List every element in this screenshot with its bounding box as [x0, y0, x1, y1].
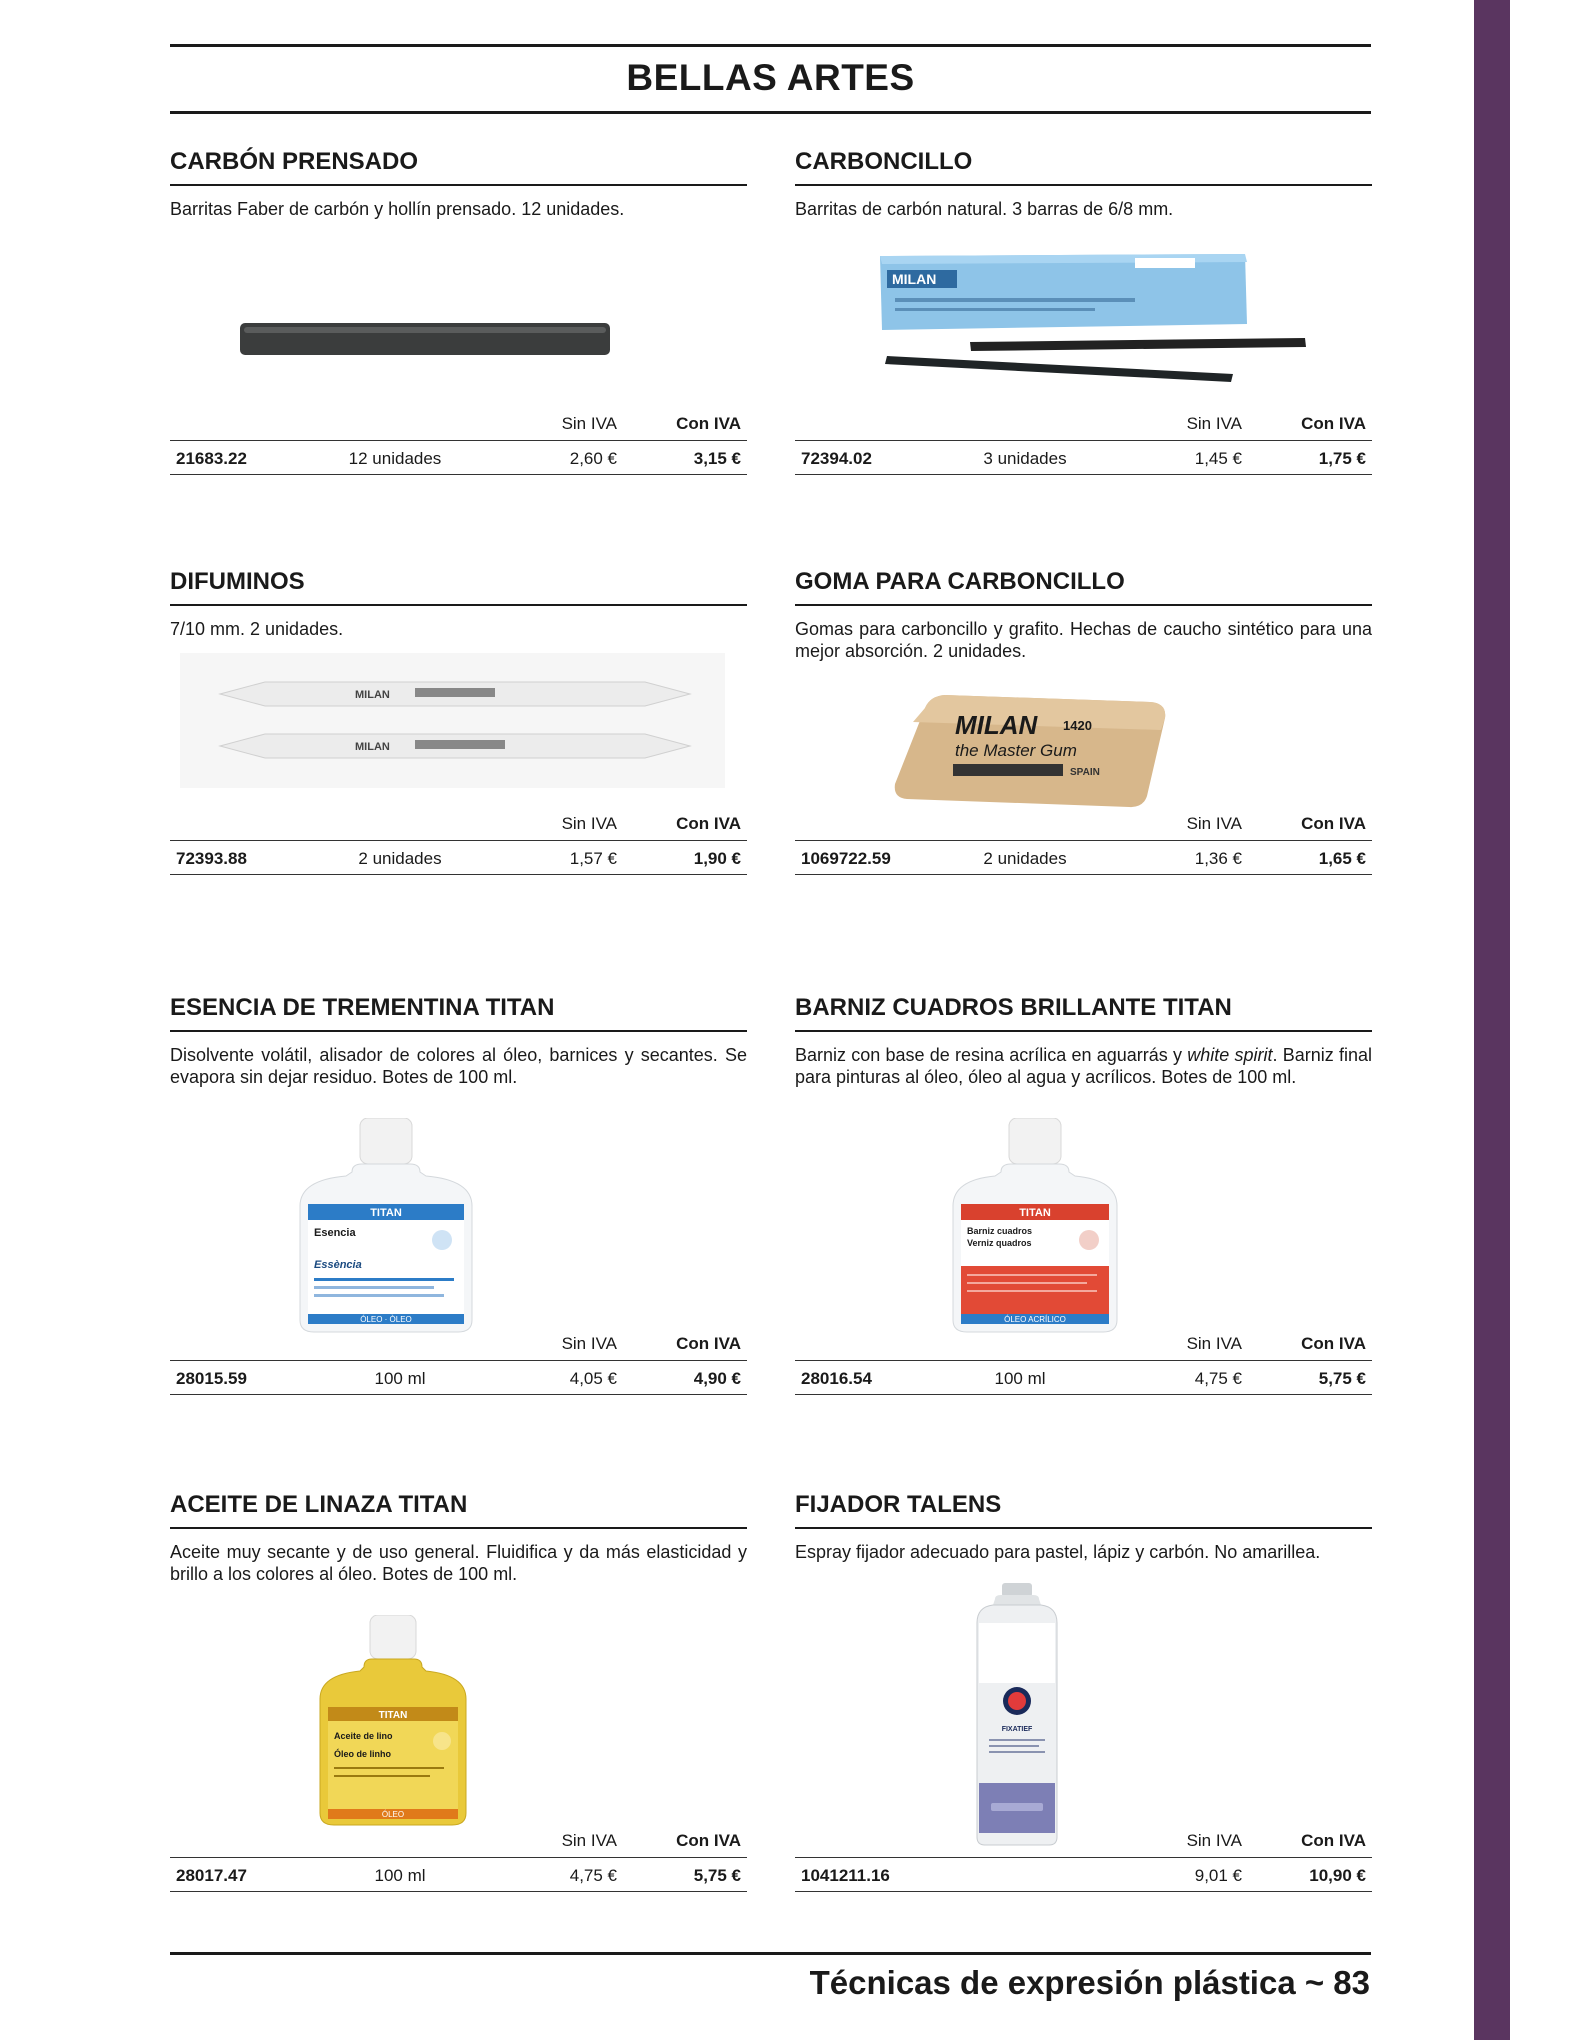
- product-esencia-trementina: [170, 994, 747, 1406]
- product-title: FIJADOR TALENS: [795, 1491, 1372, 1529]
- product-aceite-linaza: [170, 1491, 747, 1903]
- price-sin-iva: 9,01 €: [1194, 1866, 1242, 1885]
- eraser-icon: [795, 686, 1372, 819]
- spray-can-icon: [795, 1583, 1372, 1858]
- price-header-row: [170, 408, 747, 441]
- price-header-row: [795, 408, 1372, 441]
- price-row: [170, 441, 747, 475]
- label-name: Aceite de lino: [334, 1731, 393, 1741]
- price-sin-iva: 4,75 €: [569, 1866, 617, 1885]
- label-footer: ÓLEO · ÒLEO: [360, 1315, 412, 1324]
- price-row: [170, 1361, 747, 1395]
- product-description: 7/10 mm. 2 unidades.: [170, 619, 344, 639]
- product-difuminos: [170, 568, 747, 886]
- price-sin-iva: 1,57 €: [569, 849, 617, 868]
- price-con-iva: 1,75 €: [1318, 449, 1366, 468]
- label-name-alt: Óleo de linho: [334, 1749, 392, 1759]
- sin-iva-header: Sin IVA: [561, 414, 617, 433]
- page-header: [170, 44, 1371, 114]
- product-code: 28015.59: [176, 1369, 247, 1388]
- product-title: ACEITE DE LINAZA TITAN: [170, 1491, 747, 1529]
- price-header-row: [170, 1328, 747, 1361]
- product-title: CARBONCILLO: [795, 148, 1372, 186]
- price-row: [170, 841, 747, 875]
- bottle-icon: [795, 1118, 1372, 1343]
- product-code: 72393.88: [176, 849, 247, 868]
- product-fijador-talens: [795, 1491, 1372, 1903]
- sin-iva-header: Sin IVA: [561, 1334, 617, 1353]
- price-table: [795, 408, 1372, 475]
- price-table: [170, 1328, 747, 1395]
- price-table: [795, 1328, 1372, 1395]
- price-con-iva: 10,90 €: [1309, 1866, 1366, 1885]
- product-description: Disolvente volátil, alisador de colores al óleo, barnices y secantes. Se evapora sin dejar residuo. Botes de 100 ml.: [170, 1045, 747, 1087]
- product-title: ESENCIA DE TREMENTINA TITAN: [170, 994, 747, 1032]
- label-name: Esencia: [314, 1227, 356, 1239]
- product-title: CARBÓN PRENSADO: [170, 148, 747, 186]
- con-iva-header: Con IVA: [1301, 1831, 1366, 1850]
- product-code: 72394.02: [801, 449, 872, 468]
- label-footer: ÓLEO ACRÍLICO: [1004, 1315, 1066, 1324]
- sin-iva-header: Sin IVA: [561, 814, 617, 833]
- blending-stumps-icon: [170, 653, 747, 798]
- product-quantity: 2 unidades: [983, 849, 1067, 868]
- price-sin-iva: 4,75 €: [1194, 1369, 1242, 1388]
- price-table: [795, 1825, 1372, 1892]
- price-header-row: [170, 1825, 747, 1858]
- price-con-iva: 4,90 €: [693, 1369, 741, 1388]
- price-header-row: [795, 808, 1372, 841]
- product-quantity: 100 ml: [374, 1866, 426, 1885]
- price-sin-iva: 1,45 €: [1194, 449, 1242, 468]
- can-label: FIXATIEF: [1001, 1726, 1033, 1733]
- price-con-iva: 5,75 €: [693, 1866, 741, 1885]
- label-name-alt: Essència: [314, 1259, 362, 1271]
- product-carboncillo: [795, 148, 1372, 486]
- footer-rule: [170, 1952, 1371, 1955]
- price-header-row: [170, 808, 747, 841]
- page-title: BELLAS ARTES: [626, 57, 915, 98]
- price-header-row: [795, 1328, 1372, 1361]
- sin-iva-header: Sin IVA: [1186, 814, 1242, 833]
- product-description: Barritas Faber de carbón y hollín prensado. 12 unidades.: [170, 199, 625, 219]
- product-code: 1041211.16: [801, 1866, 890, 1885]
- con-iva-header: Con IVA: [676, 1334, 741, 1353]
- price-con-iva: 5,75 €: [1318, 1369, 1366, 1388]
- product-description: Gomas para carboncillo y grafito. Hechas de caucho sintético para una mejor absorción. 2 unidades.: [795, 619, 1372, 661]
- price-row: [795, 1858, 1372, 1892]
- side-color-bar: [1474, 0, 1510, 2040]
- price-con-iva: 3,15 €: [693, 449, 741, 468]
- price-row: [795, 1361, 1372, 1395]
- label-footer: ÓLEO: [381, 1810, 405, 1819]
- bottle-icon: [170, 1615, 747, 1840]
- product-description: Aceite muy secante y de uso general. Fluidifica y da más elasticidad y brillo a los colores al óleo. Botes de 100 ml.: [170, 1542, 747, 1584]
- product-title: BARNIZ CUADROS BRILLANTE TITAN: [795, 994, 1372, 1032]
- price-header-row: [795, 1825, 1372, 1858]
- product-carbon-prensado: [170, 148, 747, 486]
- product-description: Espray fijador adecuado para pastel, lápiz y carbón. No amarillea.: [795, 1542, 1321, 1562]
- product-title: DIFUMINOS: [170, 568, 747, 606]
- bottle-icon: [170, 1118, 747, 1343]
- sin-iva-header: Sin IVA: [1186, 1831, 1242, 1850]
- product-title: GOMA PARA CARBONCILLO: [795, 568, 1372, 606]
- price-row: [795, 841, 1372, 875]
- price-con-iva: 1,65 €: [1318, 849, 1366, 868]
- eraser-model: 1420: [1063, 718, 1092, 733]
- label-name: Barniz cuadros: [967, 1226, 1033, 1236]
- sin-iva-header: Sin IVA: [561, 1831, 617, 1850]
- label-brand: TITAN: [1019, 1207, 1051, 1219]
- product-description: Barniz con base de resina acrílica en aguarrás y white spirit. Barniz final para pinturas al óleo, óleo al agua y acrílicos. Botes de 100 ml.: [795, 1045, 1373, 1087]
- product-code: 1069722.59: [801, 849, 891, 868]
- product-barniz-cuadros: [795, 994, 1372, 1406]
- charcoal-box-icon: [795, 248, 1372, 403]
- price-sin-iva: 2,60 €: [569, 449, 617, 468]
- sin-iva-header: Sin IVA: [1186, 1334, 1242, 1353]
- stump-brand: MILAN: [355, 689, 390, 701]
- product-code: 28017.47: [176, 1866, 247, 1885]
- eraser-brand: MILAN: [955, 710, 1038, 740]
- con-iva-header: Con IVA: [676, 1831, 741, 1850]
- price-table: [170, 408, 747, 475]
- eraser-origin: SPAIN: [1070, 767, 1100, 778]
- price-sin-iva: 4,05 €: [569, 1369, 617, 1388]
- con-iva-header: Con IVA: [676, 814, 741, 833]
- product-quantity: 3 unidades: [983, 449, 1067, 468]
- price-table: [170, 808, 747, 875]
- product-quantity: 2 unidades: [358, 849, 442, 868]
- price-con-iva: 1,90 €: [693, 849, 741, 868]
- product-goma-carboncillo: [795, 568, 1372, 886]
- con-iva-header: Con IVA: [1301, 1334, 1366, 1353]
- footer-title: Técnicas de expresión plástica ~ 83: [809, 1964, 1370, 2001]
- label-name-alt: Verniz quadros: [967, 1238, 1032, 1248]
- con-iva-header: Con IVA: [1301, 414, 1366, 433]
- price-row: [795, 441, 1372, 475]
- price-table: [170, 1825, 747, 1892]
- label-brand: TITAN: [370, 1207, 402, 1219]
- product-quantity: 12 unidades: [348, 449, 442, 468]
- product-quantity: 100 ml: [374, 1369, 426, 1388]
- product-code: 28016.54: [801, 1369, 872, 1388]
- sin-iva-header: Sin IVA: [1186, 414, 1242, 433]
- eraser-caption: the Master Gum: [955, 741, 1077, 760]
- product-quantity: 100 ml: [994, 1369, 1046, 1388]
- product-code: 21683.22: [176, 449, 247, 468]
- price-sin-iva: 1,36 €: [1194, 849, 1242, 868]
- box-brand: MILAN: [892, 271, 937, 287]
- pressed-charcoal-stick-icon: [170, 308, 747, 373]
- price-table: [795, 808, 1372, 875]
- con-iva-header: Con IVA: [1301, 814, 1366, 833]
- stump-brand: MILAN: [355, 741, 390, 753]
- label-brand: TITAN: [378, 1710, 408, 1721]
- price-row: [170, 1858, 747, 1892]
- product-description: Barritas de carbón natural. 3 barras de 6/8 mm.: [795, 199, 1174, 219]
- con-iva-header: Con IVA: [676, 414, 741, 433]
